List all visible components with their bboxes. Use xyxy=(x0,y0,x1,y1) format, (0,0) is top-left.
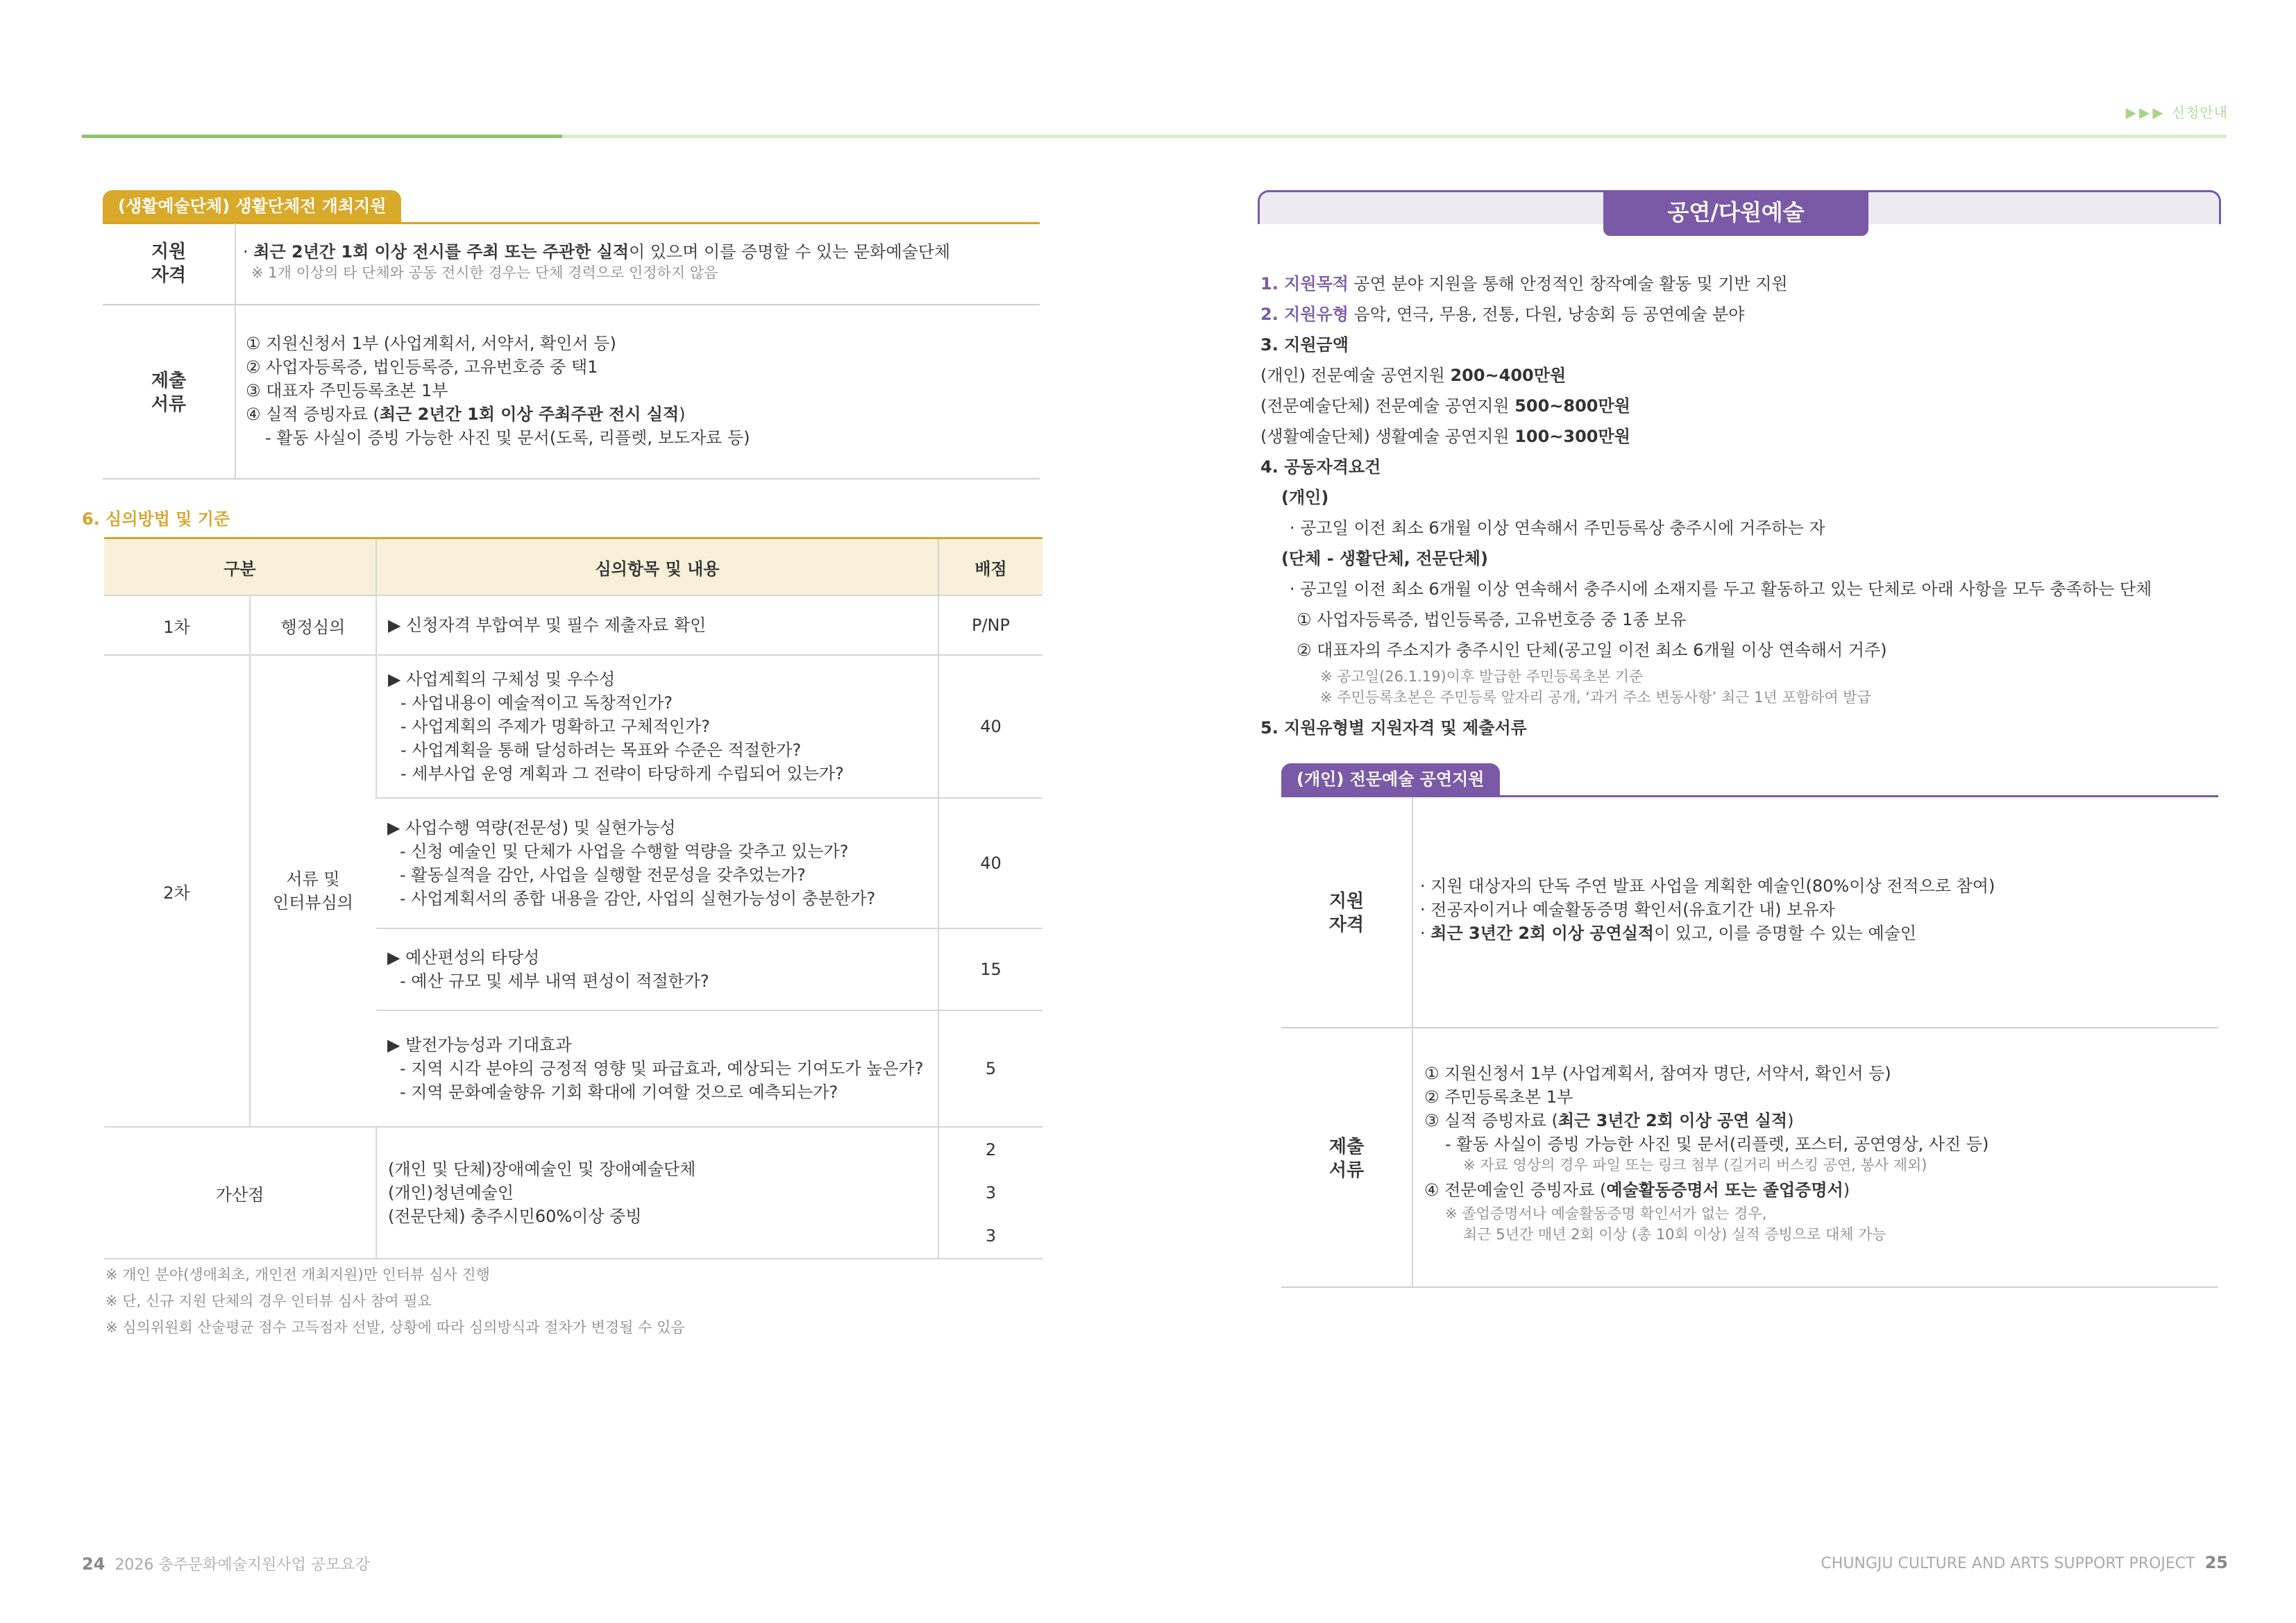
tag-rule xyxy=(103,222,1040,224)
table-notes xyxy=(105,1261,685,1341)
header-items: 심의항목 및 내용 xyxy=(376,538,938,596)
common-req-heading: 4. 공동자격요건 xyxy=(1260,457,1381,477)
footer-title: 2026 충주문화예술지원사업 공모요강 xyxy=(115,1556,370,1574)
row-rule xyxy=(1281,1027,2218,1028)
doc-item: ① 지원신청서 1부 (사업계획서, 서약서, 확인서 등) xyxy=(246,334,616,353)
score-cell: 40 xyxy=(938,655,1043,798)
group-note: ※ 공고일(26.1.19)이후 발급한 주민등록초본 기준 xyxy=(1320,668,1644,685)
page-number: 24 xyxy=(82,1554,105,1574)
qualification-list xyxy=(1420,876,1995,944)
doc-item: ④ 전문예술인 증빙자료 (예술활동증명서 또는 졸업증명서) xyxy=(1424,1180,1850,1200)
page-number: 25 xyxy=(2204,1553,2228,1572)
doc-subitem: - 활동 사실이 증빙 가능한 사진 및 문서(도록, 리플렛, 보도자료 등) xyxy=(265,428,750,448)
row-rule xyxy=(1281,1286,2218,1288)
group-tag: (생활예술단체) 생활단체전 개최지원 xyxy=(103,190,401,222)
group-req-1: ① 사업자등록증, 법인등록증, 고유번호증 중 1종 보유 xyxy=(1297,610,1687,629)
qualification-note: ※ 1개 이상의 타 단체와 공동 전시한 경우는 단체 경력으로 인정하지 않음 xyxy=(251,264,718,281)
support-info xyxy=(1260,273,2152,738)
stage-2: 2차 xyxy=(104,655,250,1127)
row-rule xyxy=(103,478,1040,479)
qualification-item: · 최근 3년간 2회 이상 공연실적이 있고, 이를 증명할 수 있는 예술인 xyxy=(1420,924,1917,943)
col-divider xyxy=(235,223,236,479)
qualification-item: · 전공자이거나 예술활동증명 확인서(유효기간 내) 보유자 xyxy=(1420,900,1835,919)
bonus-label: 가산점 xyxy=(104,1127,376,1259)
criteria-cell: ▶ 발전가능성과 기대효과 - 지역 시각 분야의 긍정적 영향 및 파급효과, 예상되는 기여도가 높은가? - 지역 문화예술향유 기회 확대에 기여할 것으로 예측되는가? xyxy=(376,1010,938,1127)
row-rule xyxy=(103,304,1040,305)
qualification-label: 지원 자격 xyxy=(151,241,187,286)
documents-list xyxy=(246,332,750,450)
amount-line: (개인) 전문예술 공연지원 200~400만원 xyxy=(1260,366,1567,385)
type-line: 2. 지원유형 음악, 연극, 무용, 전통, 다원, 낭송회 등 공연예술 분야 xyxy=(1260,305,1745,324)
stage-1: 1차 xyxy=(104,595,250,655)
footer-right xyxy=(1821,1553,2228,1572)
group-label: (단체 - 생활단체, 전문단체) xyxy=(1281,549,1488,568)
amount-line: (생활예술단체) 생활예술 공연지원 100~300만원 xyxy=(1260,427,1630,446)
doc-note: 최근 5년간 매년 2회 이상 (총 10회 이상) 실적 증빙으로 대체 가능 xyxy=(1463,1226,1886,1243)
individual-label: (개인) xyxy=(1281,488,1329,507)
doc-subitem: - 활동 사실이 증빙 가능한 사진 및 문서(리플렛, 포스터, 공연영상, 사진 등) xyxy=(1445,1135,1989,1154)
doc-note: ※ 자료 영상의 경우 파일 또는 링크 첨부 (길거리 버스킹 공연, 봉사 제외) xyxy=(1463,1157,1927,1173)
bonus-criteria: (개인 및 단체)장애예술인 및 장애예술단체 (개인)청년예술인 (전문단체) 충주시민60%이상 중빙 xyxy=(376,1127,938,1259)
top-rule-accent xyxy=(82,135,562,138)
score-cell: P/NP xyxy=(938,595,1043,655)
criteria-cell: ▶ 사업계획의 구체성 및 우수성 - 사업내용이 예술적이고 독창적인가? - 사업계획의 주제가 명확하고 구체적인가? - 사업계획을 통해 달성하려는 목표와 수준은 적절한가? - 세부사업 운영 계획과 그 전략이 타당하게 수립되어 있는가? xyxy=(376,655,938,798)
type-document-interview: 서류 및 인터뷰심의 xyxy=(250,655,376,1127)
doc-item: ① 지원신청서 1부 (사업계획서, 참여자 명단, 서약서, 확인서 등) xyxy=(1424,1064,1891,1083)
tag-rule xyxy=(1281,795,2218,797)
note: ※ 심의위원회 산술평균 점수 고득점자 선발, 상황에 따라 심의방식과 절차가 변경될 수 있음 xyxy=(105,1319,685,1336)
amount-line: (전문예술단체) 전문예술 공연지원 500~800만원 xyxy=(1260,396,1630,416)
score-cell: 5 xyxy=(938,1010,1043,1127)
amount-heading: 3. 지원금액 xyxy=(1260,335,1349,355)
note: ※ 단, 신규 지원 단체의 경우 인터뷰 심사 참여 필요 xyxy=(105,1293,432,1309)
arrow-icons: ▶▶▶ xyxy=(2125,104,2166,121)
col-divider xyxy=(1412,797,1413,1286)
doc-item: ④ 실적 증빙자료 (최근 2년간 1회 이상 주최주관 전시 실적) xyxy=(246,405,686,424)
qualification-label: 지원 자격 xyxy=(1328,891,1365,935)
doc-item: ③ 대표자 주민등록초본 1부 xyxy=(246,381,448,400)
note: ※ 개인 분야(생애최초, 개인전 개최지원)만 인터뷰 심사 진행 xyxy=(105,1266,490,1283)
header-category: 구분 xyxy=(104,538,376,596)
qualification-item: · 지원 대상자의 단독 주연 발표 사업을 계획한 예술인(80%이상 전적으로 참여) xyxy=(1420,876,1995,896)
criteria-cell: ▶ 예산편성의 타당성 - 예산 규모 및 세부 내역 편성이 적절한가? xyxy=(376,928,938,1010)
documents-label: 제출 서류 xyxy=(151,371,187,415)
purpose-line: 1. 지원목적 공연 분야 지원을 통해 안정적인 창작예술 활동 및 기반 지원 xyxy=(1260,274,1788,294)
footer-left xyxy=(82,1553,370,1574)
documents-label: 제출 서류 xyxy=(1328,1137,1365,1181)
criteria-cell: ▶ 신청자격 부합여부 및 필수 제출자료 확인 xyxy=(376,595,938,655)
documents-list xyxy=(1424,1063,1989,1245)
section6-title: 6. 심의방법 및 기준 xyxy=(82,509,230,529)
evaluation-table xyxy=(104,537,1043,1259)
doc-item: ② 사업자등록증, 법인등록증, 고유번호증 중 택1 xyxy=(246,357,598,377)
doc-note: ※ 졸업증명서나 예술활동증명 확인서가 없는 경우, xyxy=(1445,1205,1767,1222)
doc-item: ③ 실적 증빙자료 (최근 3년간 2회 이상 공연 실적) xyxy=(1424,1111,1794,1130)
criteria-cell: ▶ 사업수행 역량(전문성) 및 실현가능성 - 신청 예술인 및 단체가 사업을 수행할 역량을 갖추고 있는가? - 활동실적을 감안, 사업을 실행할 전문성을 갖추었는가? - 사업계획서의 종합 내용을 감안, 사업의 실현가능성이 충분한가? xyxy=(376,798,938,928)
score-cell: 15 xyxy=(938,928,1043,1010)
bonus-scores: 2 3 3 xyxy=(938,1127,1043,1259)
group-req: · 공고일 이전 최소 6개월 이상 연속해서 충주시에 소재지를 두고 활동하고 있는 단체로 아래 사항을 모두 충족하는 단체 xyxy=(1290,579,2152,599)
type-admin: 행정심의 xyxy=(250,595,376,655)
score-cell: 40 xyxy=(938,798,1043,928)
group-note: ※ 주민등록초본은 주민등록 앞자리 공개, ‘과거 주소 변동사항’ 최근 1년 포함하여 발급 xyxy=(1320,689,1871,706)
individual-req: · 공고일 이전 최소 6개월 이상 연속해서 주민등록상 충주시에 거주하는 자 xyxy=(1290,518,1825,538)
section-indicator xyxy=(2126,101,2228,121)
group-req-2: ② 대표자의 주소지가 충주시인 단체(공고일 이전 최소 6개월 이상 연속해서 거주) xyxy=(1297,640,1887,660)
qualification-heading: 5. 지원유형별 지원자격 및 제출서류 xyxy=(1260,718,1527,738)
doc-item: ② 주민등록초본 1부 xyxy=(1424,1087,1573,1107)
footer-title: CHUNGJU CULTURE AND ARTS SUPPORT PROJECT xyxy=(1821,1555,2195,1572)
page-title: 공연/다원예술 xyxy=(1603,190,1868,236)
individual-tag: (개인) 전문예술 공연지원 xyxy=(1281,763,1500,795)
section-name: 신청안내 xyxy=(2171,104,2228,121)
header-score: 배점 xyxy=(938,538,1043,596)
qualification-text: · 최근 2년간 1회 이상 전시를 주최 또는 주관한 실적이 있으며 이를 증명할 수 있는 문화예술단체 xyxy=(243,242,951,262)
